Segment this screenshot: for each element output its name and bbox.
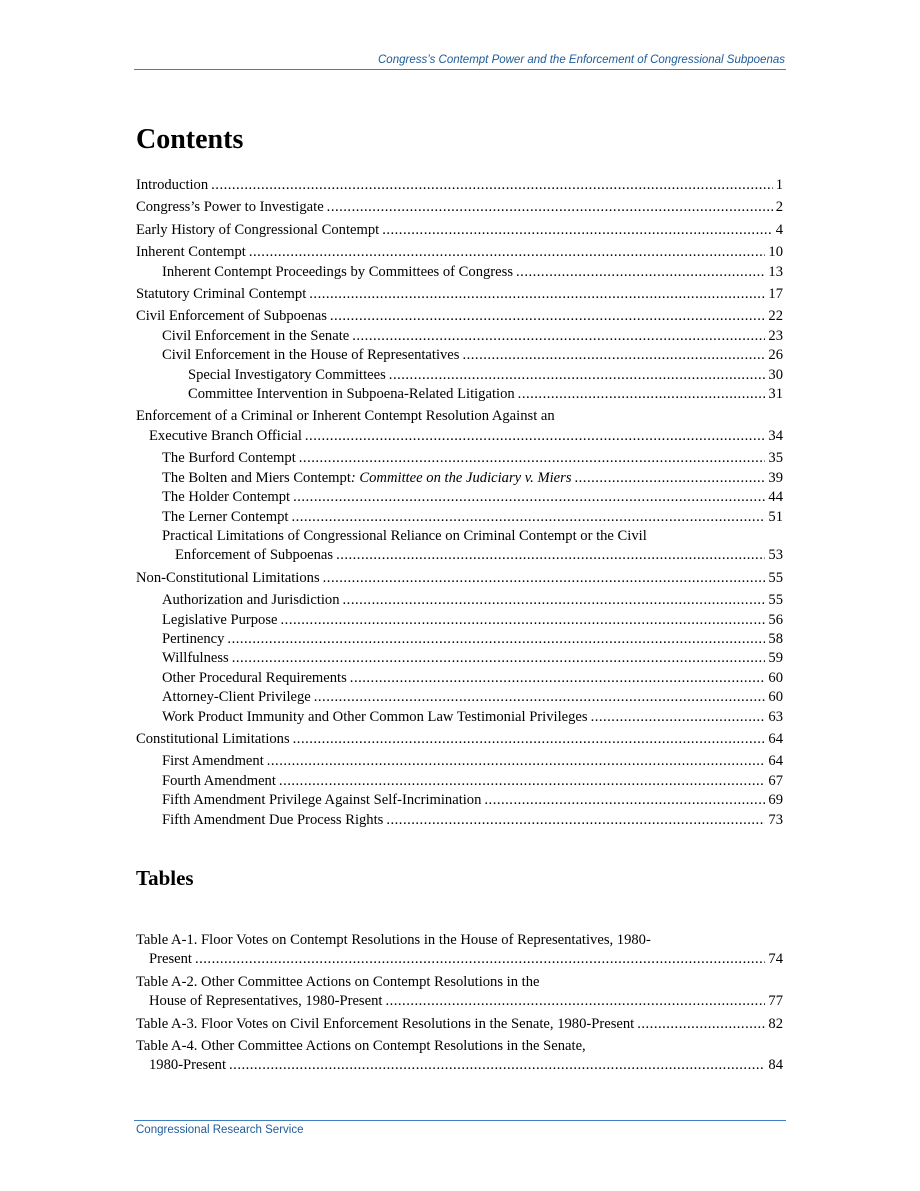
dot-leader [591,708,766,727]
toc-entry[interactable]: Enforcement of a Criminal or Inherent Contempt Resolution Against an Executive Branch Official ..... 34 [136,407,783,446]
table-entry[interactable]: Table A-4. Other Committee Actions on Contempt Resolutions in the Senate, 1980-Present ..... 84 [136,1037,783,1076]
page-number: 4 [775,221,783,238]
page-number: 58 [768,630,783,647]
contents-heading: Contents [136,124,244,155]
dot-leader [462,346,765,365]
page-number: 69 [768,792,783,809]
toc-entry[interactable]: Statutory Criminal Contempt ..... 17 [136,285,783,304]
toc-entry[interactable]: Pertinency ..... 58 [136,630,783,649]
page-number: 60 [768,669,783,686]
dot-leader [323,569,766,588]
page-number: 22 [768,308,783,325]
dot-leader [575,469,766,488]
toc-entry[interactable]: The Bolten and Miers Contempt: Committee on the Judiciary v. Miers ..... 39 [136,469,783,488]
toc-entry[interactable]: Legislative Purpose ..... 56 [136,611,783,630]
toc-entry[interactable]: Non-Constitutional Limitations ..... 55 [136,569,783,588]
page-number: 64 [768,753,783,770]
dot-leader [382,221,773,240]
page-number: 30 [768,366,783,383]
footer-rule [134,1120,786,1121]
page-number: 39 [768,469,783,486]
toc-entry[interactable]: Congress’s Power to Investigate ..... 2 [136,198,783,217]
page-number: 56 [768,611,783,628]
dot-leader [330,307,766,326]
page-number: 2 [775,199,783,216]
dot-leader [637,1015,765,1034]
page-number: 10 [768,244,783,261]
toc-entry[interactable]: Introduction ..... 1 [136,176,783,195]
tables-heading: Tables [136,866,194,890]
page-number: 55 [768,569,783,586]
toc-entry[interactable]: Authorization and Jurisdiction ..... 55 [136,591,783,610]
page-number: 67 [768,772,783,789]
dot-leader [350,669,766,688]
table-entry[interactable]: Table A-2. Other Committee Actions on Contempt Resolutions in the House of Representatives, 1980-Present ..... 77 [136,973,783,1012]
dot-leader [484,791,765,810]
toc-entry[interactable]: Fifth Amendment Privilege Against Self-Incrimination ..... 69 [136,791,783,810]
dot-leader [299,449,766,468]
page-number: 31 [768,386,783,403]
dot-leader [232,649,766,668]
page-number: 34 [768,427,783,444]
toc-entry[interactable]: Constitutional Limitations ..... 64 [136,730,783,749]
list-of-tables [136,931,783,1076]
dot-leader [385,992,765,1011]
page-number: 1 [775,177,783,193]
page-number: 53 [768,547,783,564]
toc-entry[interactable]: Willfulness ..... 59 [136,649,783,668]
dot-leader [211,176,773,195]
page-number: 84 [768,1057,783,1074]
toc-entry[interactable]: Work Product Immunity and Other Common Law Testimonial Privileges ..... 63 [136,708,783,727]
toc-entry[interactable]: Early History of Congressional Contempt ..... 4 [136,221,783,240]
dot-leader [195,950,765,969]
toc-entry[interactable]: First Amendment ..... 64 [136,752,783,771]
dot-leader [343,591,766,610]
page-number: 77 [768,993,783,1010]
dot-leader [336,546,765,565]
table-entry[interactable]: Table A-1. Floor Votes on Contempt Resolutions in the House of Representatives, 1980- Present ..... 74 [136,931,783,970]
toc-entry[interactable]: Inherent Contempt Proceedings by Committees of Congress ..... 13 [136,263,783,282]
toc-entry[interactable]: Fifth Amendment Due Process Rights ..... 73 [136,811,783,830]
dot-leader [267,752,766,771]
toc-entry[interactable]: Civil Enforcement in the House of Representatives ..... 26 [136,346,783,365]
page-number: 73 [768,811,783,828]
toc-entry[interactable]: Special Investigatory Committees ..... 30 [136,366,783,385]
dot-leader [389,366,766,385]
page-number: 74 [768,951,783,968]
dot-leader [327,198,773,217]
dot-leader [516,263,765,282]
table-of-contents [136,176,783,830]
dot-leader [279,772,765,791]
toc-entry[interactable]: The Holder Contempt ..... 44 [136,488,783,507]
toc-entry[interactable]: Other Procedural Requirements ..... 60 [136,669,783,688]
dot-leader [229,1056,765,1075]
page-number: 51 [768,508,783,525]
toc-entry[interactable]: The Lerner Contempt ..... 51 [136,508,783,527]
page-number: 26 [768,347,783,364]
table-entry[interactable]: Table A-3. Floor Votes on Civil Enforcement Resolutions in the Senate, 1980-Present ..... 82 [136,1015,783,1034]
page-number: 35 [768,450,783,467]
dot-leader [293,488,765,507]
toc-entry[interactable]: The Burford Contempt ..... 35 [136,449,783,468]
running-header: Congress’s Contempt Power and the Enforcement of Congressional Subpoenas [378,54,785,66]
page-number: 64 [768,730,783,747]
dot-leader [386,811,765,830]
dot-leader [293,730,766,749]
page-number: 17 [768,286,783,303]
page-number: 44 [768,489,783,506]
dot-leader [305,427,766,446]
page-number: 59 [768,650,783,667]
dot-leader [249,243,766,262]
page-number: 60 [768,689,783,706]
page-number: 23 [768,327,783,344]
dot-leader [314,688,766,707]
toc-entry[interactable]: Committee Intervention in Subpoena-Related Litigation ..... 31 [136,385,783,404]
toc-entry[interactable]: Civil Enforcement in the Senate ..... 23 [136,327,783,346]
toc-entry[interactable]: Attorney-Client Privilege ..... 60 [136,688,783,707]
dot-leader [309,285,765,304]
toc-entry[interactable]: Fourth Amendment ..... 67 [136,772,783,791]
page-number: 13 [768,263,783,280]
toc-entry[interactable]: Civil Enforcement of Subpoenas ..... 22 [136,307,783,326]
footer-label: Congressional Research Service [136,1124,304,1136]
page-number: 82 [768,1015,783,1032]
header-rule [134,69,786,70]
toc-entry[interactable]: Inherent Contempt ..... 10 [136,243,783,262]
page-number: 63 [768,708,783,725]
dot-leader [281,611,766,630]
dot-leader [291,508,765,527]
dot-leader [352,327,765,346]
dot-leader [227,630,765,649]
page-number: 55 [768,592,783,609]
dot-leader [518,385,766,404]
toc-entry[interactable]: Practical Limitations of Congressional Reliance on Criminal Contempt or the Civil Enforcement of Subpoenas ..... 53 [136,527,783,566]
